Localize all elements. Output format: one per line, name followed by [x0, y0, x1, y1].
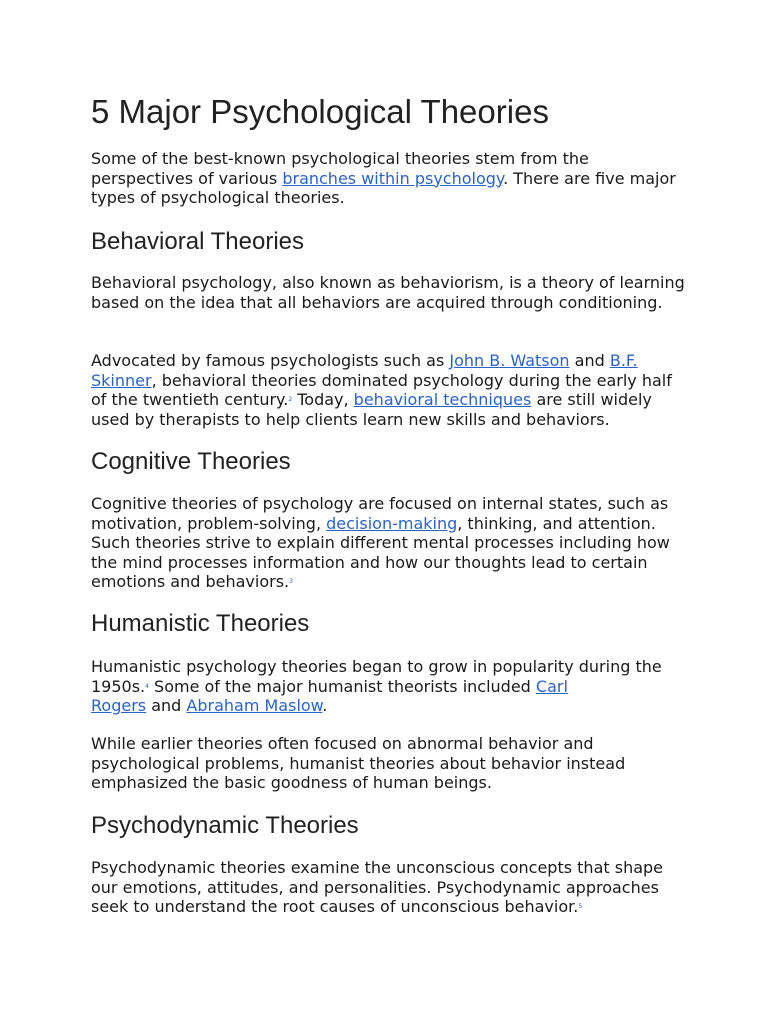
citation-marker[interactable]: 2: [288, 396, 293, 404]
behavioral-p2-text-2: and: [569, 351, 610, 370]
heading-humanistic-theories: Humanistic Theories: [91, 610, 310, 637]
heading-behavioral-theories: Behavioral Theories: [91, 228, 305, 255]
intro-text-1: Some of the best-known psychological theories stem from the perspectives of various: [91, 149, 589, 188]
link-carl-rogers-part-2[interactable]: Rogers: [91, 696, 147, 716]
heading-psychodynamic-theories: Psychodynamic Theories: [91, 812, 359, 839]
link-branches-within-psychology[interactable]: branches within psychology: [282, 168, 504, 188]
humanistic-p1-text-2: Some of the major humanist theorists included: [148, 676, 536, 696]
psychodynamic-paragraph-1: [91, 858, 687, 917]
link-behavioral-techniques[interactable]: behavioral techniques: [353, 390, 532, 410]
humanistic-paragraph-1: [91, 657, 687, 716]
behavioral-p2-text-1: Advocated by famous psychologists such as: [91, 351, 450, 370]
behavioral-p2-text-5: are still widely used by therapists to help clients learn new skills and behaviors.: [91, 390, 652, 429]
citation-marker[interactable]: 5: [578, 903, 583, 911]
link-abraham-maslow[interactable]: Abraham Maslow: [186, 696, 323, 716]
link-bf-skinner-part-1[interactable]: B.F.: [609, 351, 638, 370]
citation-marker[interactable]: 4: [145, 682, 149, 690]
intro-text-2: . There are five major types of psychological theories.: [91, 168, 676, 208]
psychodynamic-p1-text-1: Psychodynamic theories examine the unconscious concepts that shape our emotions, attitudes, and personalities. Psychodynamic approaches seek to understand the root causes of unconscious behavior.: [91, 858, 664, 917]
humanistic-p1-text-3: and: [146, 696, 187, 716]
cognitive-p1-text-1: Cognitive theories of psychology are focused on internal states, such as motivation, problem-solving,: [91, 494, 669, 533]
intro-paragraph: [91, 149, 687, 208]
behavioral-paragraph-2: [91, 351, 687, 429]
link-john-b-watson[interactable]: John B. Watson: [449, 351, 570, 370]
heading-cognitive-theories: Cognitive Theories: [91, 448, 291, 475]
humanistic-paragraph-2: While earlier theories often focused on abnormal behavior and psychological problems, humanist theories about behavior instead emphasized the basic goodness of human beings.: [91, 734, 626, 793]
behavioral-paragraph-1: Behavioral psychology, also known as behaviorism, is a theory of learning based on the idea that all behaviors are acquired through conditioning.: [91, 273, 685, 312]
cognitive-p1-text-2: , thinking, and attention. Such theories strive to explain different mental processes including how the mind processes information and how our thoughts lead to certain emotions and behaviors.: [91, 513, 670, 592]
link-decision-making[interactable]: decision-making: [326, 513, 458, 533]
link-carl-rogers-part-1[interactable]: Carl: [535, 676, 568, 696]
behavioral-p2-text-3: , behavioral theories dominated psychology during the early half of the twentieth century.: [91, 370, 672, 410]
cognitive-paragraph-1: [91, 494, 687, 592]
humanistic-p1-text-4: .: [322, 696, 328, 716]
behavioral-p2-text-4: Today,: [292, 390, 354, 410]
humanistic-p1-text-1: Humanistic psychology theories began to grow in popularity during the 1950s.: [91, 657, 662, 696]
citation-marker[interactable]: 3: [289, 578, 293, 586]
link-bf-skinner-part-2[interactable]: Skinner: [91, 370, 152, 390]
page-title: 5 Major Psychological Theories: [91, 93, 549, 130]
